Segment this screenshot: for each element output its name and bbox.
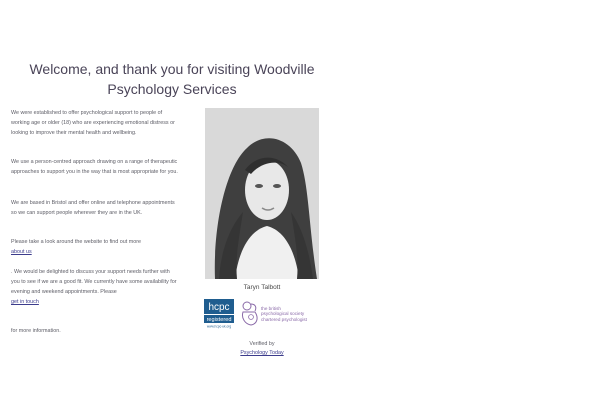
bps-crest-icon	[239, 298, 261, 329]
intro-paragraph-1: We were established to offer psychological support to people of working age or older (18) who are experiencing emotional distress or looking to improve their mental health and wellbeing.	[11, 110, 175, 136]
intro-paragraph-3: We are based in Bristol and offer online and telephone appointments so we can support people wherever they are in the UK.	[11, 200, 175, 216]
portrait-photo-icon	[205, 108, 319, 279]
hcpc-badge-icon	[203, 298, 235, 329]
bps-line-3: chartered psychologist	[261, 316, 307, 322]
intro-paragraph-4-text: Please take a look around the website to find out more	[11, 239, 142, 245]
about-us-link[interactable]: about us	[11, 249, 32, 255]
portrait-photo	[205, 108, 319, 279]
intro-paragraph-2: We use a person-centred approach drawing on a range of therapeutic approaches to support you in the way that is most appropriate for you.	[11, 159, 178, 175]
hcpc-logo[interactable]	[203, 298, 235, 329]
bps-logo[interactable]	[239, 298, 321, 329]
verified-by	[205, 340, 319, 358]
bps-line-2: psychological society	[261, 311, 305, 317]
page-title	[20, 59, 324, 99]
title-line-2: Psychology Services	[107, 81, 237, 97]
intro-paragraph-4	[11, 237, 179, 257]
profile-name: Taryn Talbott	[243, 284, 281, 291]
intro-paragraph-5-text: . We would be delighted to discuss your support needs further with you to see if we are a good fit. We currently have some availability for evening and weekend appointments. Please	[11, 269, 177, 295]
hcpc-status: registered	[206, 317, 232, 323]
bps-line-1: the british	[261, 306, 281, 311]
bps-text	[261, 306, 307, 322]
psychology-today-link[interactable]: Psychology Today	[240, 350, 284, 356]
intro-paragraph-5	[11, 267, 179, 307]
verified-by-label: Verified by	[249, 341, 275, 347]
hcpc-mark: hcpc	[208, 302, 230, 313]
hcpc-url: www.hcpc-uk.org	[206, 324, 232, 329]
get-in-touch-link[interactable]: get in touch	[11, 299, 39, 305]
intro-paragraph-6: for more information.	[11, 328, 61, 334]
title-line-1: Welcome, and thank you for visiting Woodville	[29, 61, 315, 77]
